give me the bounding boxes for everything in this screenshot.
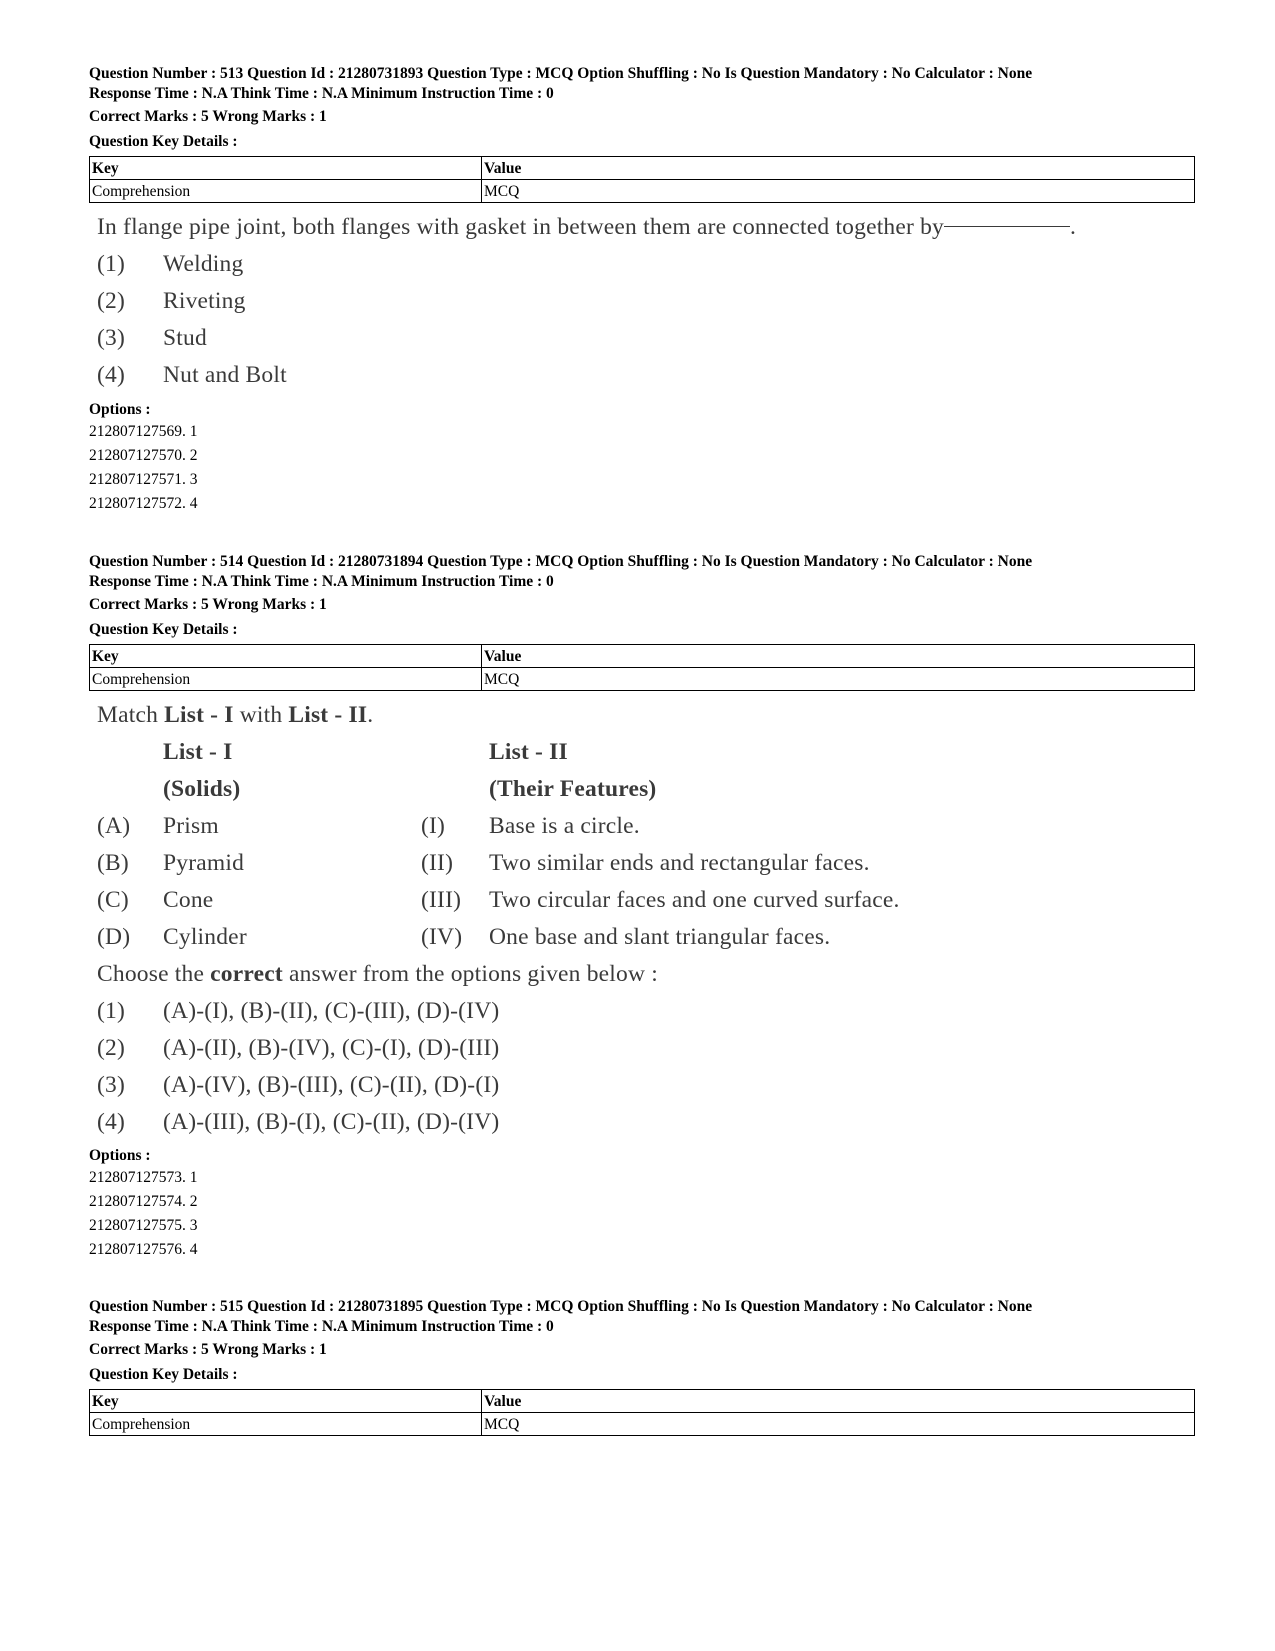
question-meta: Question Number : 513 Question Id : 21280731893 Question Type : MCQ Option Shuffling : No Is Question Mandatory : No Calculator : None (89, 65, 1033, 82)
options-label: Options : (89, 1147, 151, 1164)
list1-item: Cylinder (163, 924, 247, 950)
table-cell-key: Comprehension (90, 1413, 482, 1436)
choice-item (97, 357, 1207, 394)
choice-text: Welding (163, 251, 244, 277)
match-row (97, 882, 1097, 919)
match-row (97, 845, 1097, 882)
stem-text: with (233, 702, 289, 728)
list2-title: List - II (489, 739, 568, 765)
question-marks: Correct Marks : 5 Wrong Marks : 1 (89, 1341, 327, 1358)
question-timing: Response Time : N.A Think Time : N.A Minimum Instruction Time : 0 (89, 84, 554, 102)
list2-numeral: (II) (421, 850, 454, 876)
option-item: 212807127576. 4 (89, 1240, 198, 1258)
question-515 (89, 1297, 1195, 1436)
question-timing: Response Time : N.A Think Time : N.A Minimum Instruction Time : 0 (89, 1317, 554, 1335)
question-meta: Question Number : 514 Question Id : 21280731894 Question Type : MCQ Option Shuffling : No Is Question Mandatory : No Calculator : None (89, 553, 1033, 570)
choice-number: (3) (97, 1072, 126, 1098)
question-514 (89, 552, 1195, 691)
question-stem (97, 209, 1207, 246)
list2-item: One base and slant triangular faces. (489, 924, 831, 950)
stem-end: . (1070, 214, 1077, 240)
option-item: 212807127575. 3 (89, 1216, 198, 1234)
choice-item (97, 1030, 1097, 1067)
stem-list1: List - I (164, 702, 234, 728)
table-header-row (90, 645, 1195, 668)
list1-letter: (C) (97, 887, 129, 913)
table-cell-value: MCQ (482, 1413, 1195, 1436)
list1-subtitle: (Solids) (163, 776, 241, 802)
list1-letter: (D) (97, 924, 131, 950)
stem-text: In flange pipe joint, both flanges with gasket in between them are connected together by (97, 214, 945, 240)
choice-text: (A)-(III), (B)-(I), (C)-(II), (D)-(IV) (163, 1109, 500, 1135)
key-details-label: Question Key Details : (89, 620, 238, 638)
choice-text: Riveting (163, 288, 246, 314)
table-cell-key: Comprehension (90, 668, 482, 691)
instruction-text: Choose the (97, 961, 211, 987)
list1-letter: (B) (97, 850, 129, 876)
list-subheaders (97, 771, 1097, 808)
list1-item: Pyramid (163, 850, 245, 876)
list1-item: Cone (163, 887, 214, 913)
choice-text: Stud (163, 325, 207, 351)
table-header-row (90, 1390, 1195, 1413)
key-details-table (89, 644, 1195, 691)
list2-numeral: (IV) (421, 924, 463, 950)
question-meta: Question Number : 515 Question Id : 21280731895 Question Type : MCQ Option Shuffling : No Is Question Mandatory : No Calculator : None (89, 1298, 1033, 1315)
choice-item (97, 283, 1207, 320)
table-cell-value: MCQ (482, 180, 1195, 203)
choice-text: (A)-(IV), (B)-(III), (C)-(II), (D)-(I) (163, 1072, 500, 1098)
option-item: 212807127573. 1 (89, 1168, 198, 1186)
choice-number: (1) (97, 998, 126, 1024)
table-row (90, 668, 1195, 691)
question-timing: Response Time : N.A Think Time : N.A Minimum Instruction Time : 0 (89, 572, 554, 590)
option-item: 212807127572. 4 (89, 494, 198, 512)
choice-item (97, 320, 1207, 357)
table-header-key: Key (90, 157, 482, 180)
choice-number: (4) (97, 1109, 126, 1135)
choice-item (97, 993, 1097, 1030)
table-cell-value: MCQ (482, 668, 1195, 691)
table-header-value: Value (482, 1390, 1195, 1413)
list1-letter: (A) (97, 813, 131, 839)
list-headers (97, 734, 1097, 771)
list2-item: Two similar ends and rectangular faces. (489, 850, 870, 876)
stem-text: Match (97, 702, 165, 728)
instruction-emphasis: correct (210, 961, 283, 987)
list1-item: Prism (163, 813, 219, 839)
list2-numeral: (III) (421, 887, 462, 913)
question-marks: Correct Marks : 5 Wrong Marks : 1 (89, 108, 327, 125)
choice-number: (2) (97, 288, 126, 314)
table-cell-key: Comprehension (90, 180, 482, 203)
list2-item: Base is a circle. (489, 813, 640, 839)
key-details-label: Question Key Details : (89, 132, 238, 150)
choice-number: (3) (97, 325, 126, 351)
key-details-table (89, 156, 1195, 203)
list2-numeral: (I) (421, 813, 446, 839)
match-row (97, 919, 1097, 956)
choose-instruction (97, 956, 1097, 993)
option-item: 212807127570. 2 (89, 446, 198, 464)
table-row (90, 180, 1195, 203)
choice-item (97, 1067, 1097, 1104)
choice-item (97, 246, 1207, 283)
question-514-body (97, 697, 1097, 1141)
list2-subtitle: (Their Features) (489, 776, 657, 802)
question-marks: Correct Marks : 5 Wrong Marks : 1 (89, 596, 327, 613)
match-row (97, 808, 1097, 845)
answer-blank (944, 209, 1070, 227)
question-513-options (89, 400, 1195, 516)
question-stem (97, 697, 1097, 734)
key-details-table (89, 1389, 1195, 1436)
table-header-row (90, 157, 1195, 180)
table-header-key: Key (90, 1390, 482, 1413)
option-item: 212807127574. 2 (89, 1192, 198, 1210)
list1-title: List - I (163, 739, 233, 765)
option-item: 212807127571. 3 (89, 470, 198, 488)
choice-number: (2) (97, 1035, 126, 1061)
question-514-options (89, 1146, 1195, 1262)
stem-list2: List - II (288, 702, 368, 728)
table-header-value: Value (482, 157, 1195, 180)
choice-number: (1) (97, 251, 126, 277)
table-header-key: Key (90, 645, 482, 668)
choice-number: (4) (97, 362, 126, 388)
key-details-label: Question Key Details : (89, 1365, 238, 1383)
choice-text: (A)-(II), (B)-(IV), (C)-(I), (D)-(III) (163, 1035, 500, 1061)
list2-item: Two circular faces and one curved surface. (489, 887, 900, 913)
choice-text: Nut and Bolt (163, 362, 287, 388)
table-header-value: Value (482, 645, 1195, 668)
question-513-body (97, 209, 1207, 394)
question-513 (89, 64, 1195, 203)
table-row (90, 1413, 1195, 1436)
choice-text: (A)-(I), (B)-(II), (C)-(III), (D)-(IV) (163, 998, 500, 1024)
option-item: 212807127569. 1 (89, 422, 198, 440)
options-label: Options : (89, 401, 151, 418)
choice-item (97, 1104, 1097, 1141)
stem-end: . (367, 702, 374, 728)
instruction-text: answer from the options given below : (282, 961, 658, 987)
